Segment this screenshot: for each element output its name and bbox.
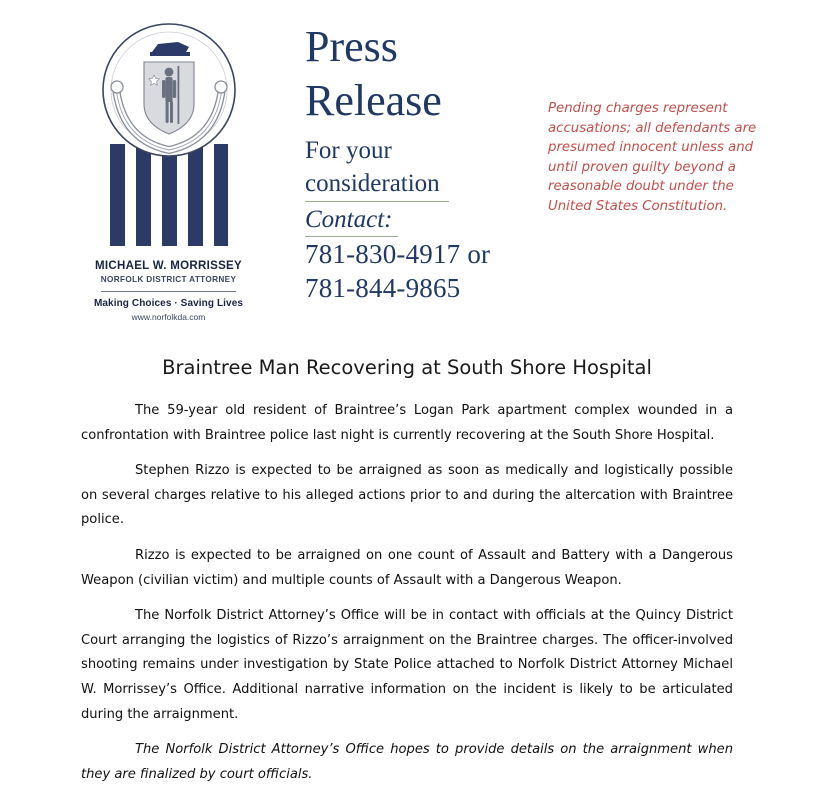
page-title: Braintree Man Recovering at South Shore Hospital (162, 356, 652, 379)
logo-divider (101, 291, 236, 292)
press-release-body (0, 355, 814, 798)
contact-phone-primary: 781-830-4917 or (305, 239, 491, 269)
contact-label: Contact: (305, 204, 398, 237)
body-paragraph: Rizzo is expected to be arraigned on one count of Assault and Battery with a Dangerous Weapon (civilian victim) and multiple counts of Assault with a Dangerous Weapon. (81, 547, 733, 588)
seal-and-banner (86, 18, 251, 258)
norfolk-da-logo (86, 18, 251, 322)
body-paragraph: The 59-year old resident of Braintree’s Logan Park apartment complex wounded in a confrontation with Braintree police last night is currently recovering at the South Shore Hospital. (81, 403, 733, 443)
logo-tagline: Making Choices · Saving Lives (93, 298, 244, 309)
for-your-label: For your (305, 137, 392, 164)
body-paragraphs (81, 399, 733, 787)
logo-attorney-name: MICHAEL W. MORRISSEY (95, 260, 242, 272)
press-word: Press (305, 22, 398, 71)
legal-disclaimer: Pending charges represent accusations; all defendants are presumed innocent unless and until proven guilty beyond a reasonable doubt under the United States Constitution. (548, 101, 757, 214)
release-word: Release (305, 76, 442, 125)
massachusetts-state-seal-icon (86, 18, 251, 258)
press-release-title-block (305, 20, 505, 305)
consideration-label: consideration (305, 167, 449, 202)
logo-website-url: www.norfolkda.com (131, 312, 206, 322)
contact-phone-secondary: 781-844-9865 (305, 273, 461, 303)
body-paragraph: Stephen Rizzo is expected to be arraigned as soon as medically and logistically possible on several charges relative to his alleged actions prior to and during the altercation with Braintree police. (81, 463, 733, 528)
press-release-header (0, 0, 814, 340)
body-paragraph: The Norfolk District Attorney’s Office will be in contact with officials at the Quincy District Court arranging the logistics of Rizzo’s arraignment on the Braintree charges. The officer-involved shooting remains under investigation by State Police attached to Norfolk District Attorney Michael W. Morrissey’s Office. Additional narrative information on the incident is likely to be articulated during the arraignment. (81, 608, 733, 722)
logo-attorney-role: NORFOLK DISTRICT ATTORNEY (100, 275, 237, 284)
body-paragraph: The Norfolk District Attorney’s Office hopes to provide details on the arraignment when they are finalized by court officials. (81, 742, 733, 782)
